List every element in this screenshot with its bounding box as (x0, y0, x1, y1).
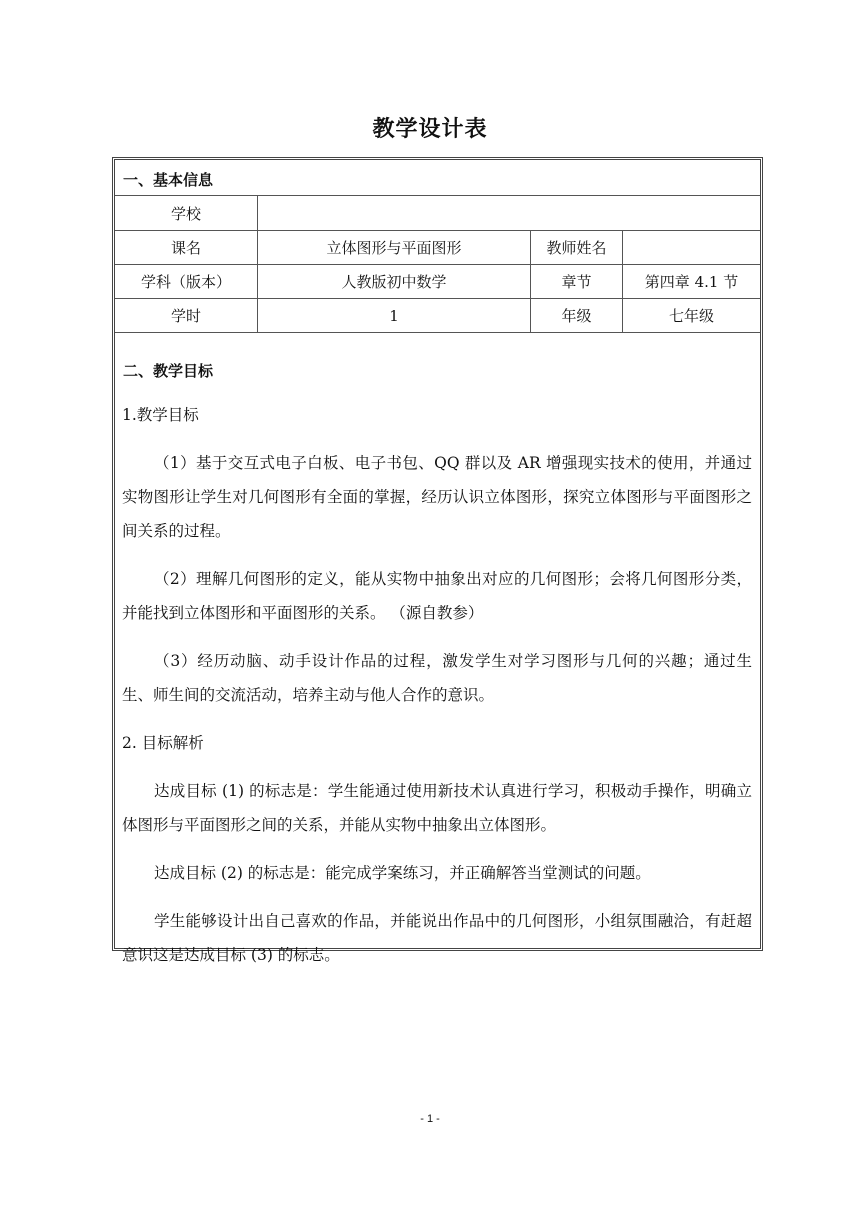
value-course: 立体图形与平面图形 (258, 231, 531, 264)
table-row (115, 196, 760, 231)
design-table (112, 157, 763, 964)
label-hours: 学时 (115, 299, 258, 332)
section1-header-row (115, 160, 760, 196)
page-number: - 1 - (420, 1113, 440, 1125)
label-teacher: 教师姓名 (531, 231, 623, 264)
label-grade: 年级 (531, 299, 623, 332)
subheading-analysis: 2. 目标解析 (122, 734, 204, 752)
value-grade: 七年级 (668, 307, 714, 325)
value-teacher (623, 231, 760, 264)
analysis-paragraph: 学生能够设计出自己喜欢的作品，并能说出作品中的几何图形，小组氛围融洽，有赶超意识这是达成目标 (3) 的标志。 (122, 912, 752, 964)
analysis-paragraph: 达成目标 (1) 的标志是：学生能通过使用新技术认真进行学习，积极动手操作，明确立体图形与平面图形之间的关系，并能从实物中抽象出立体图形。 (122, 782, 752, 834)
table-row (115, 231, 760, 265)
analysis-paragraph: 达成目标 (2) 的标志是：能完成学案练习，并正确解答当堂测试的问题。 (154, 864, 651, 882)
value-chapter: 第四章 4.1 节 (644, 273, 739, 291)
table-row (115, 265, 760, 299)
label-course: 课名 (115, 231, 258, 264)
page-title: 教学设计表 (372, 117, 488, 142)
section2-heading: 二、教学目标 (123, 362, 214, 380)
value-subject: 人教版初中数学 (258, 265, 531, 298)
subheading-objectives: 1.教学目标 (122, 406, 199, 424)
label-school: 学校 (115, 196, 258, 230)
objective-paragraph: （1）基于交互式电子白板、电子书包、QQ 群以及 AR 增强现实技术的使用，并通过实物图形让学生对几何图形有全面的掌握，经历认识立体图形，探究立体图形与平面图形之间关系的过程。 (122, 454, 752, 540)
label-chapter: 章节 (531, 265, 623, 298)
section1-heading: 一、基本信息 (123, 171, 214, 189)
table-row (115, 299, 760, 333)
objective-paragraph: （3）经历动脑、动手设计作品的过程，激发学生对学习图形与几何的兴趣；通过生生、师生间的交流活动，培养主动与他人合作的意识。 (122, 652, 752, 704)
objectives-body (122, 398, 752, 972)
label-subject: 学科（版本） (115, 265, 258, 298)
objective-paragraph: （2）理解几何图形的定义，能从实物中抽象出对应的几何图形；会将几何图形分类，并能找到立体图形和平面图形的关系。 （源自教参） (122, 570, 752, 622)
value-school (258, 196, 760, 230)
value-hours: 1 (258, 299, 531, 332)
